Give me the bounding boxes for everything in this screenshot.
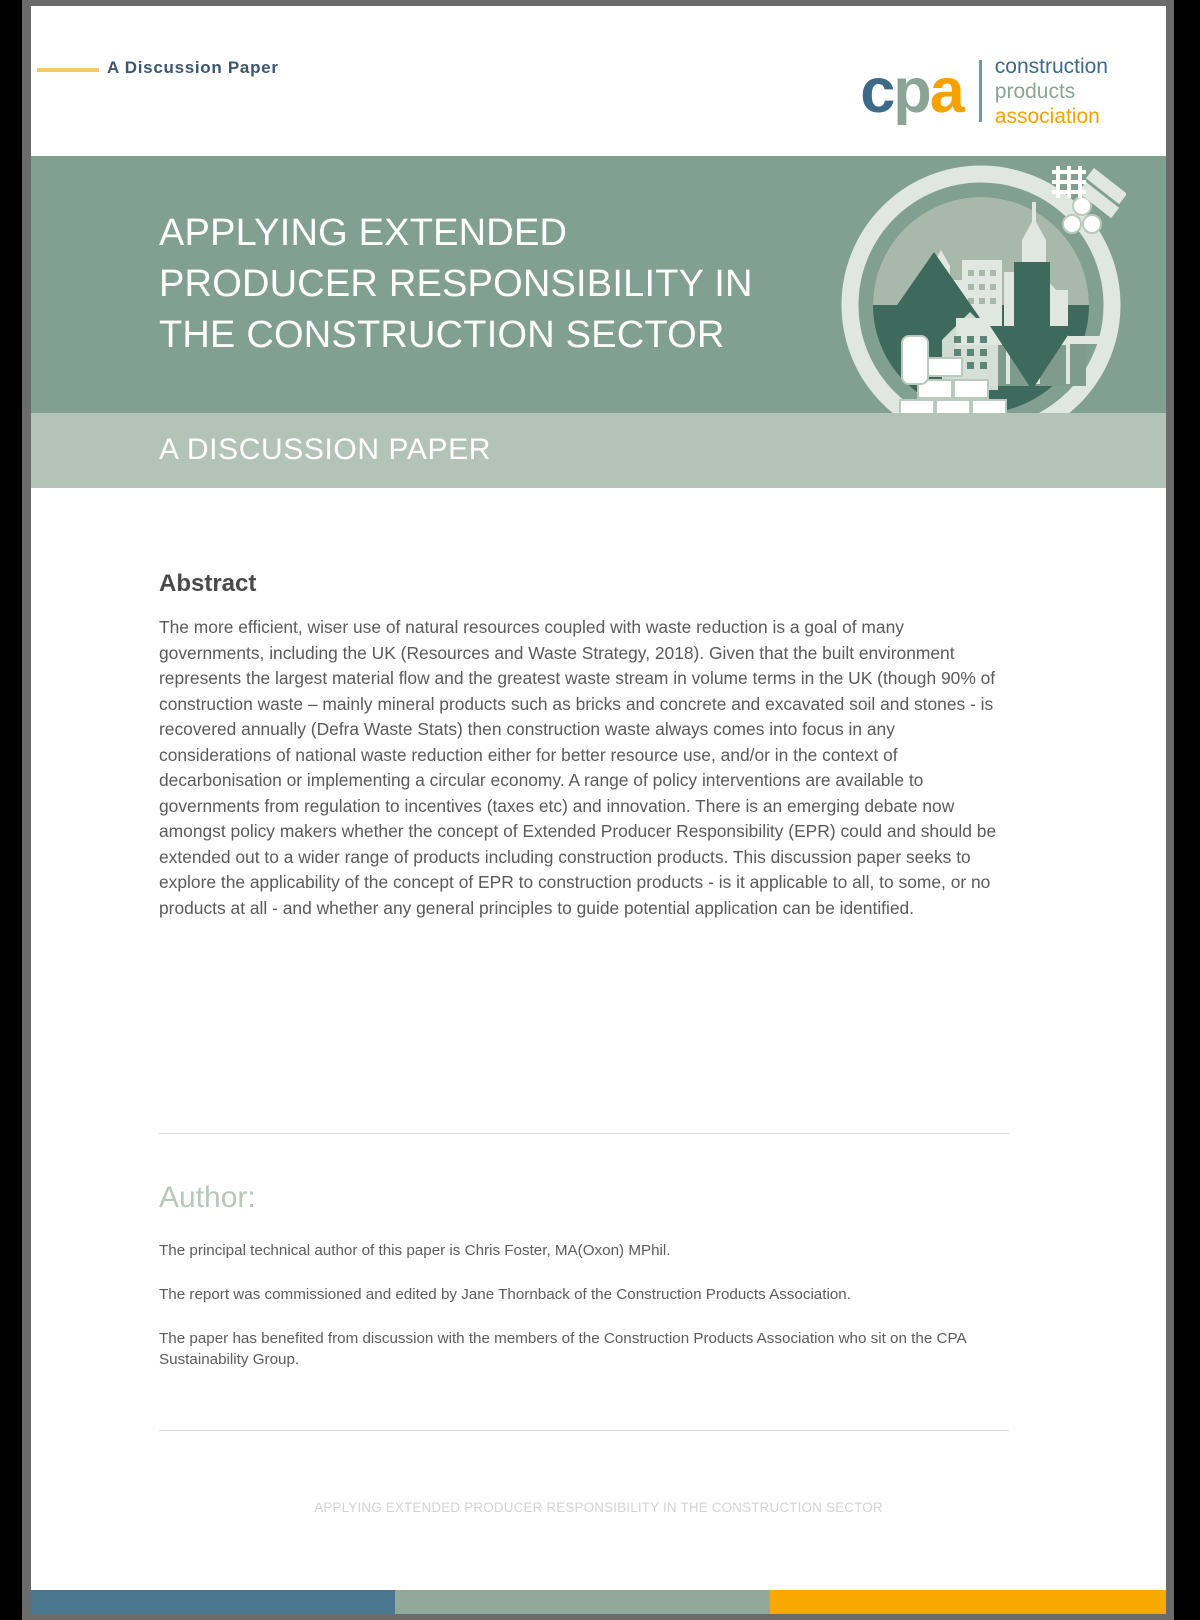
cpa-logo-word-products: products xyxy=(994,79,1076,103)
cpa-logo-letter-a: a xyxy=(929,55,963,126)
cpa-logo xyxy=(860,48,1108,134)
author-line: The paper has benefited from discussion with the members of the Construction Products Association who sit on the CPA Sustainability Group. xyxy=(159,1330,966,1368)
cpa-logo-word-construction: construction xyxy=(994,54,1108,78)
abstract-heading: Abstract xyxy=(159,570,257,597)
document-page xyxy=(31,6,1166,1614)
cpa-logo-mark xyxy=(860,55,963,126)
subtitle-band xyxy=(31,413,1166,488)
author-line: The principal technical author of this paper is Chris Foster, MA(Oxon) MPhil. xyxy=(159,1242,671,1259)
abstract-paragraph: The more efficient, wiser use of natural resources coupled with waste reduction is a goal of many governments, including the UK (Resources and Waste Strategy, 2018). Given that the built environment represents the largest material flow and the greatest waste stream in volume terms in the UK (though 90% of construction waste – mainly mineral products such as bricks and concrete and excavated soil and stones - is recovered annually (Defra Waste Stats) then construction waste always comes into focus in any considerations of national waste reduction either for better resource use, and/or in the context of decarbonisation or implementing a circular economy. A range of policy interventions are available to governments from regulation to incentives (taxes etc) and innovation. There is an emerging debate now amongst policy makers whether the concept of Extended Producer Responsibility (EPR) could and should be extended out to a wider range of products including construction products. This discussion paper seeks to explore the applicability of the concept of EPR to construction products - is it applicable to all, to some, or no products at all - and whether any general principles to guide potential application can be identified. xyxy=(159,617,997,918)
footer-bar-green xyxy=(395,1590,770,1614)
footer-running-title: APPLYING EXTENDED PRODUCER RESPONSIBILITY IN THE CONSTRUCTION SECTOR xyxy=(314,1500,883,1515)
cpa-logo-word-association: association xyxy=(994,104,1100,128)
cpa-logo-letter-c: c xyxy=(860,55,894,126)
cpa-logo-letter-p: p xyxy=(893,55,930,126)
divider-above-author xyxy=(159,1133,1009,1134)
author-block xyxy=(159,1240,1014,1393)
cpa-logo-wordmark xyxy=(995,54,1108,129)
page-title: APPLYING EXTENDED PRODUCER RESPONSIBILITY IN THE CONSTRUCTION SECTOR xyxy=(159,212,753,356)
footer-bar-orange xyxy=(770,1590,1166,1614)
recycling-construction-circle-icon xyxy=(836,156,1126,413)
document-body xyxy=(31,488,1166,1614)
divider-above-footer xyxy=(159,1430,1009,1431)
hero-band xyxy=(31,156,1166,413)
header-accent-rule xyxy=(37,68,99,72)
footer-bar-blue xyxy=(31,1590,395,1614)
author-heading: Author: xyxy=(159,1181,256,1214)
page-subtitle: A DISCUSSION PAPER xyxy=(159,433,491,466)
author-line: The report was commissioned and edited by Jane Thornback of the Construction Products Association. xyxy=(159,1286,851,1303)
document-header xyxy=(31,6,1166,156)
footer-color-bars xyxy=(31,1590,1166,1614)
header-kicker-label: A Discussion Paper xyxy=(107,58,279,77)
cpa-logo-divider xyxy=(979,60,982,122)
